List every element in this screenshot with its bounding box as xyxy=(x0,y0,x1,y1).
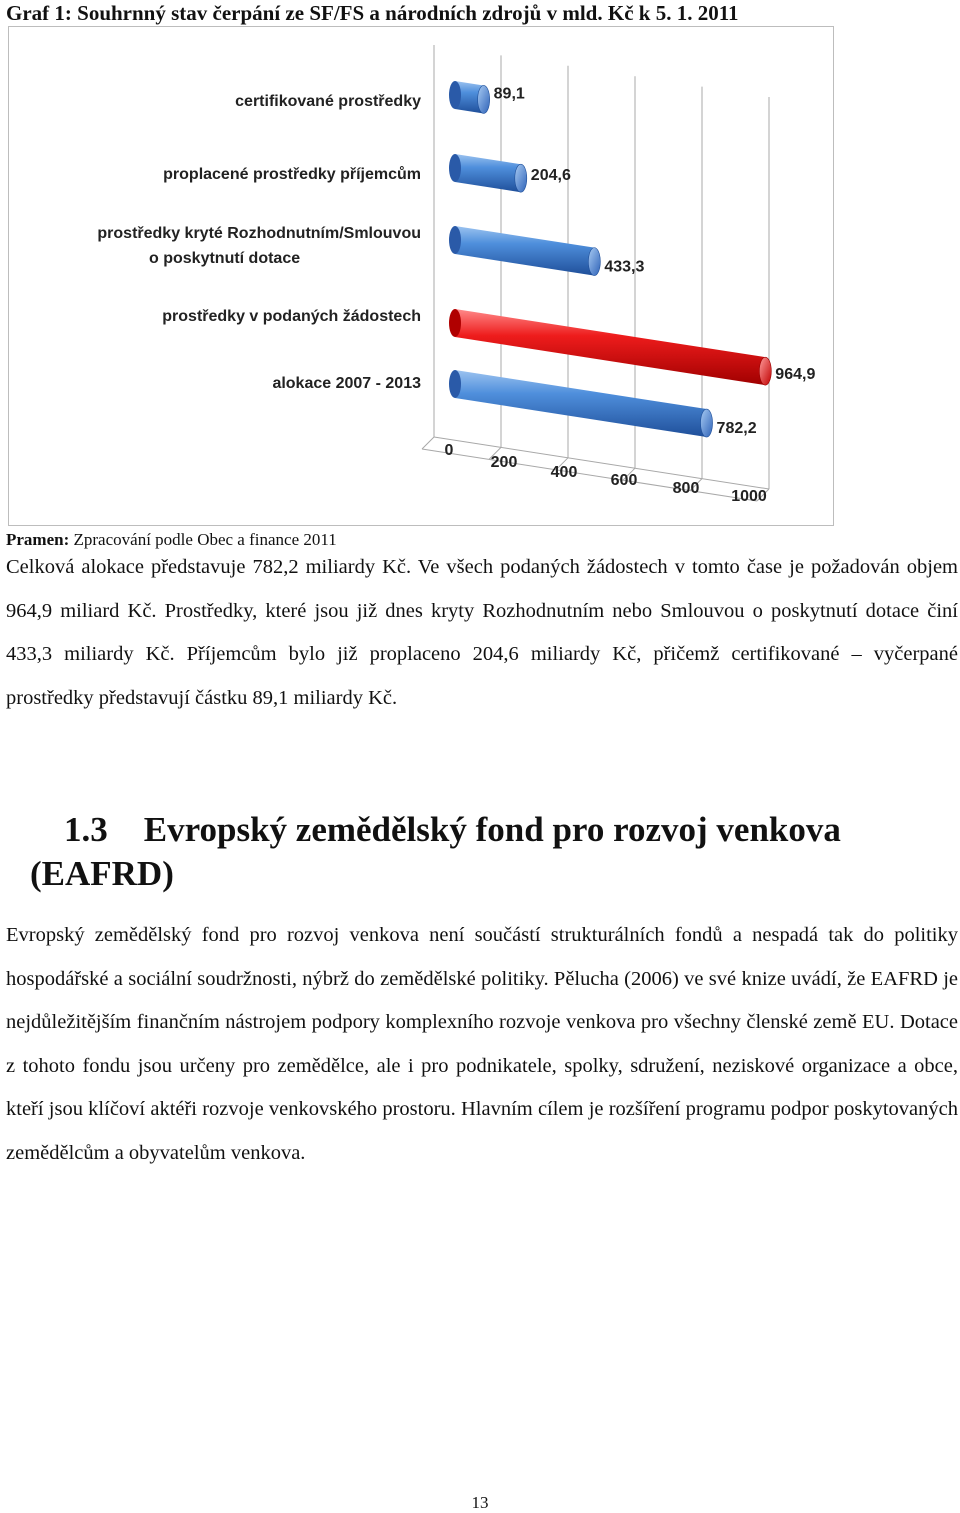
figure-caption: Graf 1: Souhrnný stav čerpání ze SF/FS a národních zdrojů v mld. Kč k 5. 1. 2011 xyxy=(6,1,739,25)
category-label: proplacené prostředky příjemcům xyxy=(163,166,421,183)
paragraph-eafrd: Evropský zemědělský fond pro rozvoj venkova není součástí strukturálních fondů a nespadá tak do politiky hospodářské a sociální soudržnosti, nýbrž do zemědělské politiky. Pělucha (2006) ve své knize uvádí, že EAFRD je nejdůležitějším finančním nástrojem podpory komplexního rozvoje venkova pro všechny členské země EU. Dotace z tohoto fondu jsou určeny pro zemědělce, ale i pro podnikatele, spolky, sdružení, neziskové organizace a obce, kteří jsou klíčoví aktéři rozvoje venkovského prostoru. Hlavním cílem je rozšíření programu podpor poskytovaných zemědělcům a obyvatelům venkova. xyxy=(6,924,958,1164)
bar-end-cap xyxy=(588,248,600,276)
bar-end-cap xyxy=(515,164,527,192)
bar-chart-svg xyxy=(9,27,833,525)
category-label: certifikované prostředky xyxy=(235,93,421,110)
x-tick-label: 600 xyxy=(610,472,638,489)
bar-value-label: 782,2 xyxy=(716,420,757,438)
bar-end-cap xyxy=(478,85,490,113)
bar-end-cap xyxy=(701,409,713,437)
bar-start-cap xyxy=(449,81,461,109)
bar-value-label: 89,1 xyxy=(493,85,525,103)
bar-chart xyxy=(8,26,834,526)
bar-value-label: 204,6 xyxy=(530,167,571,185)
category-label: o poskytnutí dotace xyxy=(149,250,301,267)
bar-value-label: 433,3 xyxy=(604,258,645,276)
section-title: Evropský zemědělský fond pro rozvoj venkova (EAFRD) xyxy=(30,810,841,893)
bar xyxy=(449,81,490,113)
section-number: 1.3 xyxy=(64,810,108,849)
category-label: prostředky kryté Rozhodnutním/Smlouvou xyxy=(97,225,421,242)
bar-start-cap xyxy=(449,154,461,182)
floor-gridline xyxy=(422,437,434,449)
source-text: Zpracování podle Obec a finance 2011 xyxy=(73,530,337,549)
page-number: 13 xyxy=(471,1493,489,1512)
x-tick-label: 400 xyxy=(550,464,578,481)
x-tick-label: 200 xyxy=(490,454,518,471)
source-label: Pramen: xyxy=(6,530,70,549)
bar-start-cap xyxy=(449,226,461,254)
bar-end-cap xyxy=(759,357,771,385)
x-tick-label: 1000 xyxy=(731,488,767,505)
bar-value-label: 964,9 xyxy=(775,366,816,384)
x-tick-label: 800 xyxy=(672,480,700,497)
bar-start-cap xyxy=(449,309,461,337)
x-tick-label: 0 xyxy=(444,442,454,459)
paragraph-summary: Celková alokace představuje 782,2 miliardy Kč. Ve všech podaných žádostech v tomto čase je požadován objem 964,9 miliard Kč. Prostředky, které jsou již dnes kryty Rozhodnutním nebo Smlouvou o poskytnutí dotace činí 433,3 miliardy Kč. Příjemcům bylo již proplaceno 204,6 miliardy Kč, přičemž certifikované – vyčerpané prostředky představují částku 89,1 miliardy Kč. xyxy=(6,556,958,709)
category-label: alokace 2007 - 2013 xyxy=(272,375,421,392)
category-label: prostředky v podaných žádostech xyxy=(162,308,421,325)
bar-start-cap xyxy=(449,370,461,398)
section-heading xyxy=(30,808,950,896)
